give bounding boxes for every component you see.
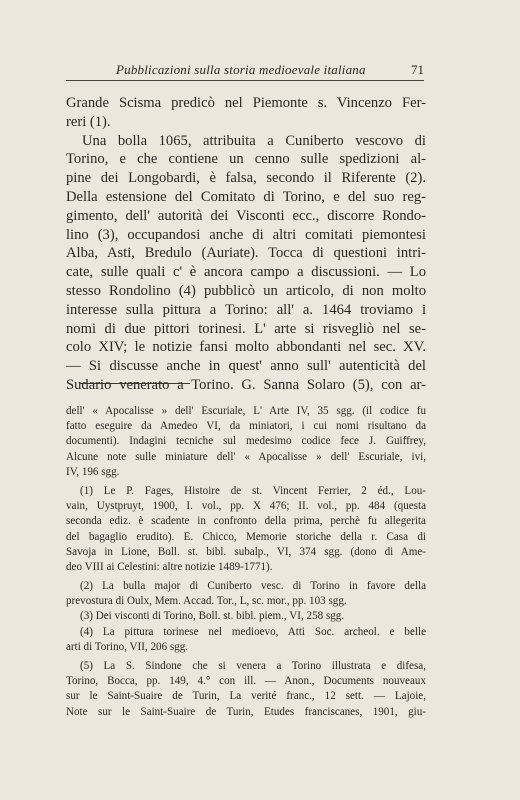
text-line: stesso Rondolino (4) pubblicò un articolo, di non molto [66,282,426,299]
footnote-line: fatto eseguire da Amedeo VI, da miniatori, i cui nomi risultano da [66,420,426,433]
text-line: reri (1). [66,113,111,130]
footnote-line: sur le Saint-Suaire de Turin, La verité franc., 12 sett. — Lajoie, [66,690,426,703]
footnote-line: IV, 196 sgg. [66,465,120,478]
footnote-line: (4) La pittura torinese nel medioevo, Atti Soc. archeol. e belle [80,625,426,638]
footnote-line: dell' « Apocalisse » dell' Escuriale, L' Arte IV, 35 sgg. (il codice fu [66,405,426,417]
footnote-line: arti di Torino, VII, 206 sgg. [66,640,189,653]
footnotes [66,404,426,720]
footnote-line: Savoja in Lione, Boll. st. bibl. subalp., VI, 374 sgg. (dono di Ame- [66,545,426,558]
footnote-line: (3) Dei visconti di Torino, Boll. st. bibl. piem., VI, 258 sgg. [80,610,345,623]
footnote-separator [80,383,190,384]
footnote-line: del bagaglio erudito). E. Chicco, Memorie storiche della r. Casa di [66,530,426,543]
footnote-line: vain, Uystpruyt, 1900, I. vol., pp. X 476; II. vol., pp. 484 (questa [66,500,426,513]
footnote-line: documenti). Indagini tecniche sul medesimo codice fece J. Guiffrey, [66,435,426,448]
footnote-line: deo VIII ai Celestini: altre notizie 1489-1771). [66,560,273,573]
text-line: lino (3), occupandosi anche di altri comitati piemontesi [66,226,426,243]
footnote-line: prevostura di Oulx, Mem. Accad. Tor., L, sc. mor., pp. 103 sgg. [66,595,347,608]
text-line: Torino, e che contiene un cenno sulle spedizioni al- [66,151,426,168]
text-line: cate, sulle quali c' è ancora campo a discussioni. — Lo [66,264,426,281]
footnote-line: (5) La S. Sindone che si venera a Torino illustrata e difesa, [80,660,426,672]
footnote-line: Note sur le Saint-Suaire de Turin, Etudes franciscanes, 1901, giu- [66,705,426,718]
text-line: nomi di due pittori torinesi. L' arte si risvegliò nel se- [66,320,426,337]
running-title: Pubblicazioni sulla storia medioevale italiana [116,62,366,77]
text-line: — Si discusse anche in quest' anno sull' autenticità del [66,358,426,375]
text-line: colo XIV; le notizie fansi molto abbondanti nel sec. XV. [66,339,426,356]
footnote-line: (1) Le P. Fages, Histoire de st. Vincent Ferrier, 2 éd., Lou- [80,484,426,497]
text-line: Sudario venerato a Torino. G. Sanna Solaro (5), con ar- [66,376,426,393]
footnote-line: seconda ediz. è scadente in confronto della prima, perchè fu allegerita [66,515,426,528]
text-line: gimento, dell' autorità dei Visconti ecc., discorre Rondo- [66,207,426,224]
text-line: Alba, Asti, Bredulo (Auriate). Tocca di questioni intri- [66,245,426,262]
page-number: 71 [411,62,424,77]
footnote-line: Alcune note sulle miniature dell' « Apocalisse » dell' Escuriale, ivi, [66,450,426,463]
page-header [66,62,424,81]
footnote-line: (2) La bulla major di Cuniberto vesc. di Torino in favore della [80,580,426,593]
text-line: Della estensione del Comitato di Torino, e del suo reg- [66,188,426,205]
text-line: Una bolla 1065, attribuita a Cuniberto vescovo di [82,132,426,149]
text-line: Grande Scisma predicò nel Piemonte s. Vincenzo Fer- [66,95,426,111]
text-line: pine dei Longobardi, è falsa, secondo il Riferente (2). [66,170,426,187]
main-text [66,94,426,395]
text-line: interesse sulla pittura a Torino: all' a. 1464 troviamo i [66,301,426,318]
footnote-line: Torino, Bocca, pp. 149, 4.° con ill. — Anon., Documents nouveaux [66,675,426,688]
